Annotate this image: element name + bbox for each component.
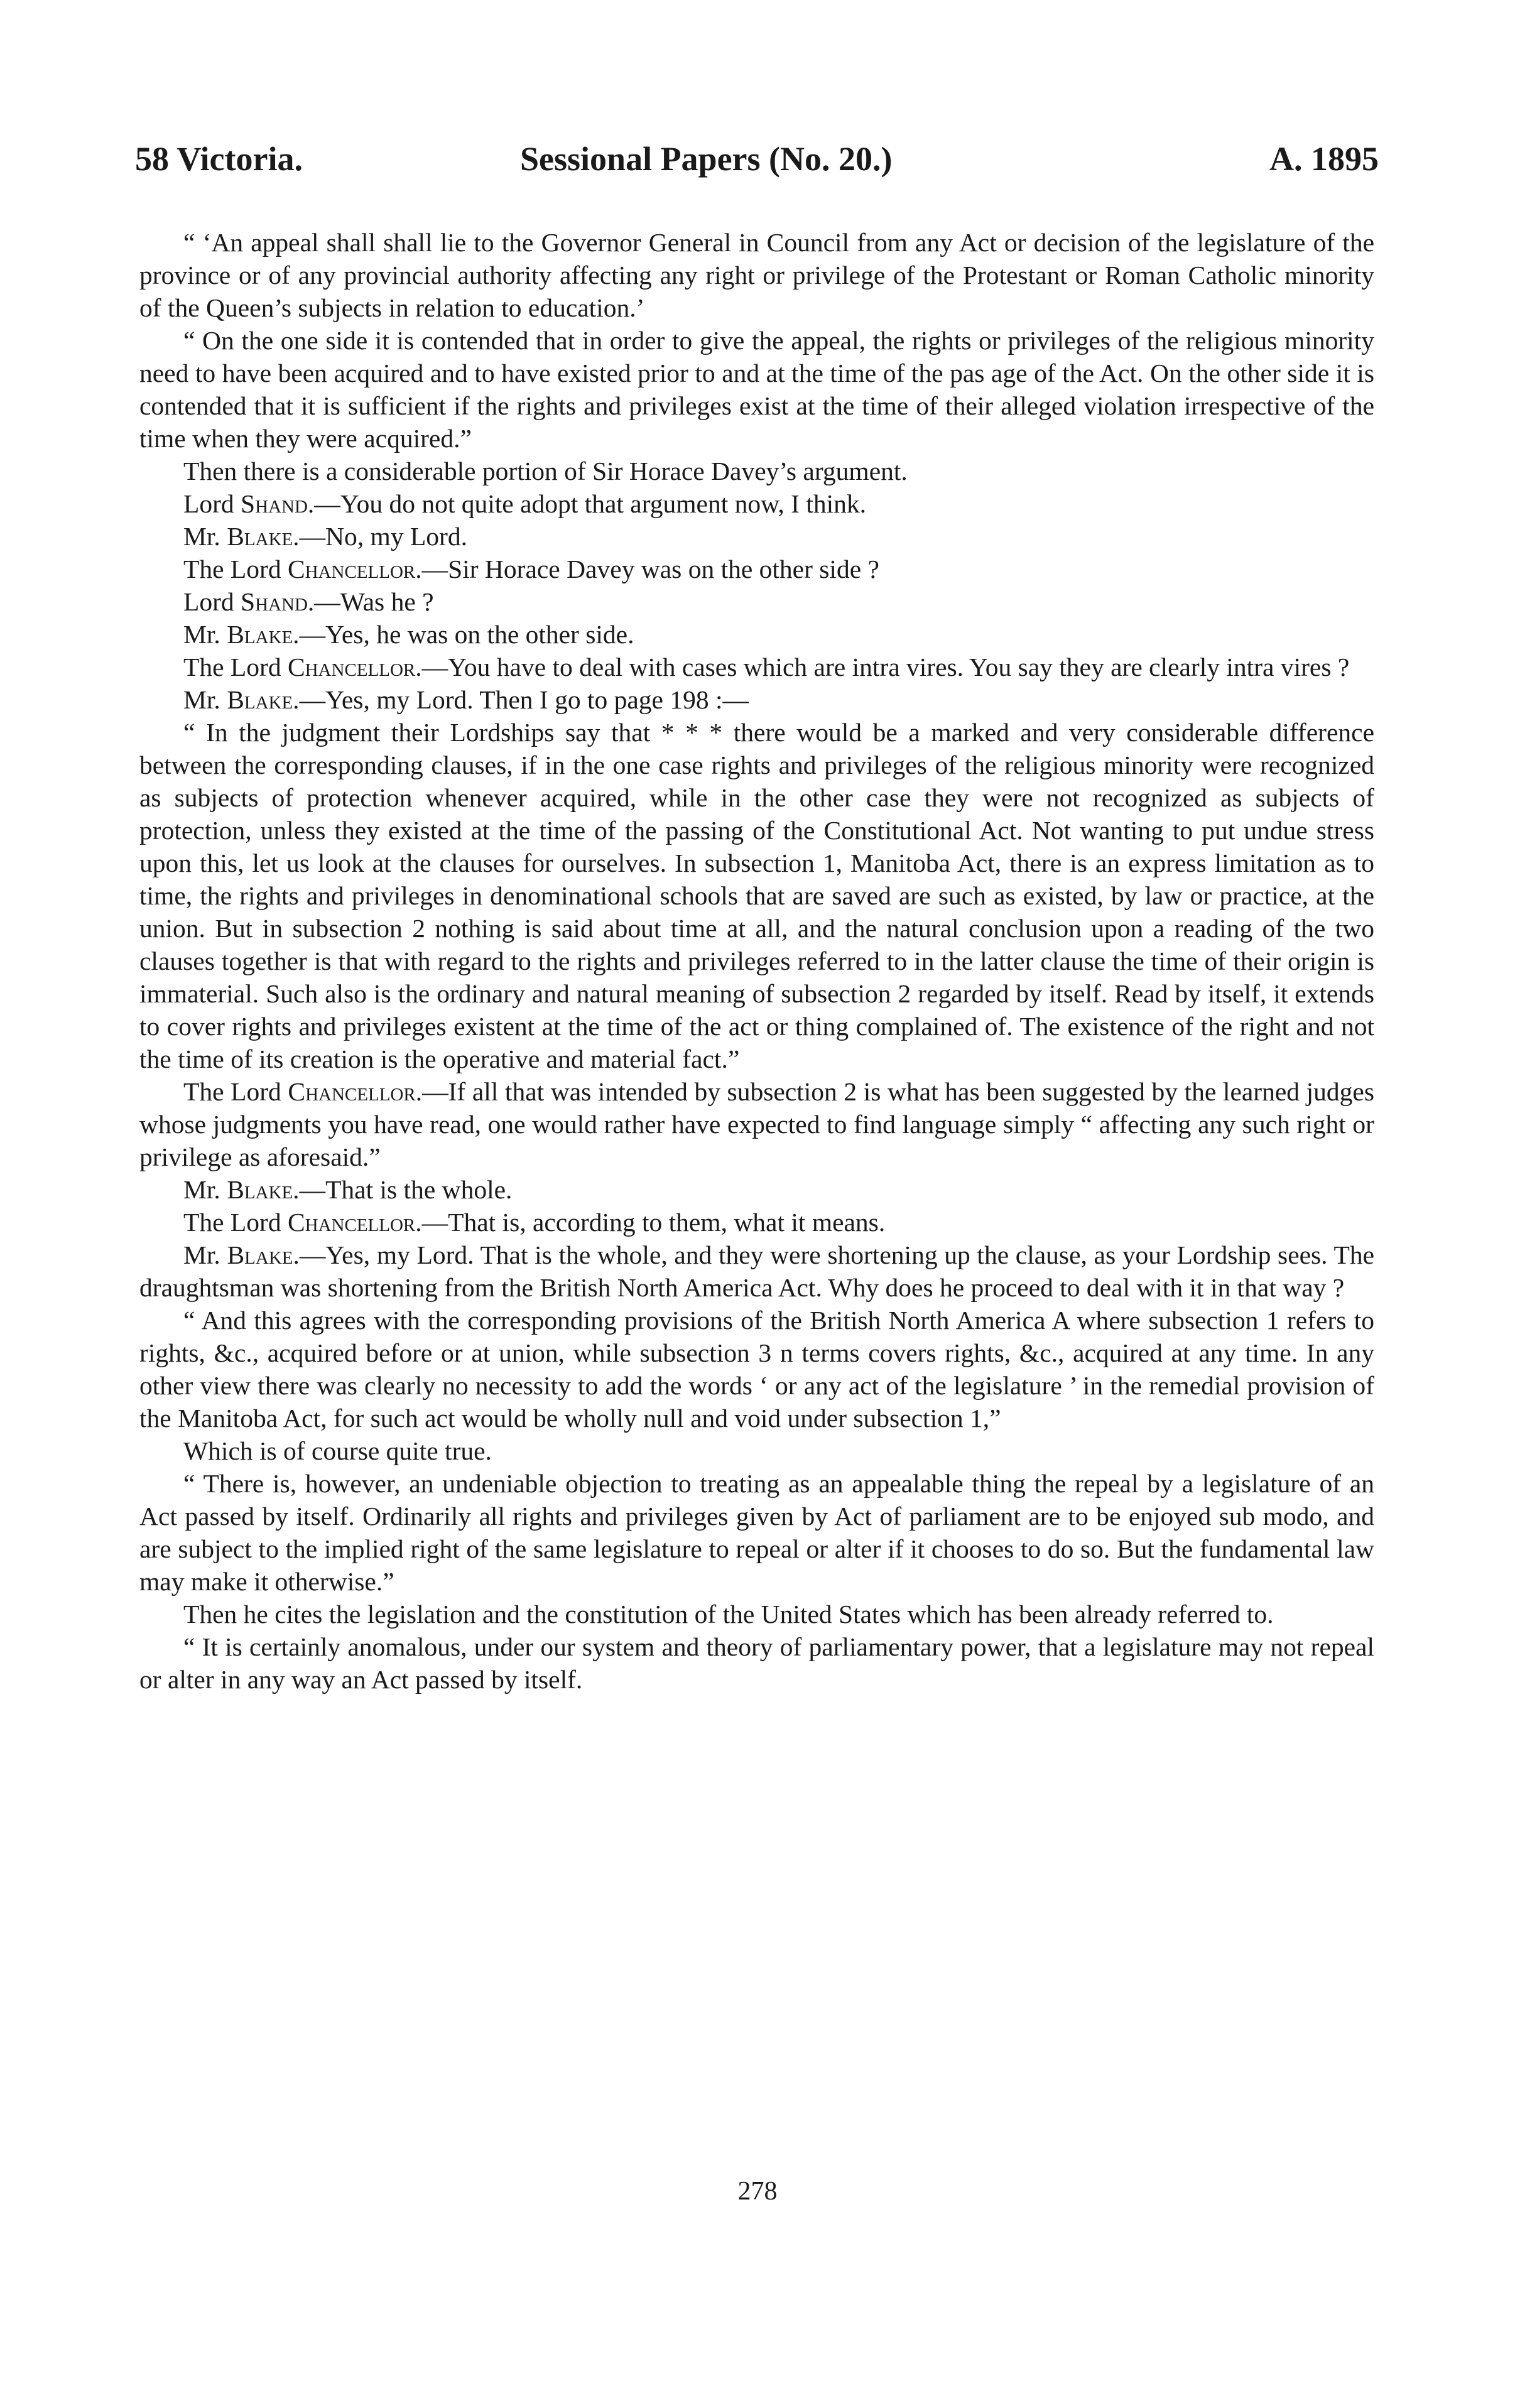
- paragraph: “ ‘An appeal shall shall lie to the Governor General in Council from any Act or decision of the legislature of the province or of any provincial authority affecting any right or privilege of the Protestant or Roman Catholic minority of the Queen’s subjects in relation to education.’: [139, 228, 1374, 322]
- dialogue-line: Mr. Blake.—Yes, my Lord. That is the whole, and they were shortening up the clause, as your Lordship sees. The draughtsman was shortening from the British North America Act. Why does he proceed to deal with it in that way ?: [139, 1240, 1374, 1302]
- header-title: Sessional Papers (No. 20.): [520, 140, 893, 178]
- paragraph: “ It is certainly anomalous, under our system and theory of parliamentary power, that a legislature may not repeal or alter in any way an Act passed by itself.: [139, 1632, 1374, 1694]
- dialogue-line: Mr. Blake.—No, my Lord.: [183, 522, 467, 551]
- dialogue-line: Lord Shand.—You do not quite adopt that argument now, I think.: [183, 489, 867, 518]
- speaker-name: Blake.: [227, 1240, 300, 1269]
- dialogue-line: The Lord Chancellor.—Sir Horace Davey was on the other side ?: [183, 555, 879, 583]
- paragraph: Then he cites the legislation and the constitution of the United States which has been already referred to.: [183, 1600, 1274, 1629]
- dialogue-line: Mr. Blake.—Yes, my Lord. Then I go to page 198 :—: [183, 685, 749, 714]
- paragraph: Then there is a considerable portion of Sir Horace Davey’s argument.: [183, 457, 908, 485]
- speaker-name: Blake.: [227, 522, 300, 551]
- speaker-name: Blake.: [227, 1175, 300, 1204]
- paragraph: “ On the one side it is contended that in order to give the appeal, the rights or privileges of the religious minority need to have been acquired and to have existed prior to and at the time of the pas age of the Act. On the other side it is contended that it is sufficient if the rights and privileges exist at the time of their alleged violation irrespective of the time when they were acquired.”: [139, 326, 1374, 453]
- page-header: [135, 139, 1379, 196]
- speaker-name: Chancellor.: [287, 653, 422, 681]
- paragraph: “ In the judgment their Lordships say that * * * there would be a marked and very considerable difference between the corresponding clauses, if in the one case rights and privileges of the religious minority were recognized as subjects of protection whenever acquired, while in the other case they were not recognized as subjects of protection, unless they existed at the time of the passing of the Constitutional Act. Not wanting to put undue stress upon this, let us look at the clauses for ourselves. In subsection 1, Manitoba Act, there is an express limitation as to time, the rights and privileges in denominational schools that are saved are such as existed, by law or practice, at the union. But in subsection 2 nothing is said about time at all, and the natural conclusion upon a reading of the two clauses together is that with regard to the rights and privileges referred to in the latter clause the time of their origin is immaterial. Such also is the ordinary and natural meaning of subsection 2 regarded by itself. Read by itself, it extends to cover rights and privileges existent at the time of the act or thing complained of. The existence of the right and not the time of its creation is the operative and material fact.”: [139, 718, 1374, 1073]
- speaker-name: Blake.: [227, 685, 300, 714]
- speaker-name: Blake.: [227, 620, 300, 649]
- paragraph: “ And this agrees with the corresponding provisions of the British North America A where subsection 1 refers to rights, &c., acquired before or at union, while subsection 3 n terms covers rights, &c., acquired at any time. In any other view there was clearly no necessity to add the words ‘ or any act of the legislature ’ in the remedial provision of the Manitoba Act, for such act would be wholly null and void under subsection 1,”: [139, 1306, 1374, 1433]
- speaker-name: Chancellor.: [287, 555, 422, 583]
- header-year: A. 1895: [1269, 140, 1379, 178]
- paragraph: Which is of course quite true.: [183, 1436, 492, 1465]
- speaker-name: Chancellor.: [287, 1208, 422, 1237]
- dialogue-line: The Lord Chancellor.—That is, according to them, what it means.: [183, 1208, 886, 1237]
- page-body: [139, 226, 1374, 1696]
- header-volume: 58 Victoria.: [135, 140, 303, 178]
- page-number: 278: [737, 2177, 778, 2206]
- dialogue-line: Lord Shand.—Was he ?: [183, 587, 434, 616]
- speaker-name: Shand.: [241, 587, 315, 616]
- dialogue-line: Mr. Blake.—Yes, he was on the other side.: [183, 620, 634, 649]
- dialogue-line: Mr. Blake.—That is the whole.: [183, 1175, 513, 1204]
- dialogue-line: The Lord Chancellor.—You have to deal with cases which are intra vires. You say they are clearly intra vires ?: [183, 653, 1350, 681]
- speaker-name: Chancellor.: [288, 1077, 423, 1106]
- dialogue-line: The Lord Chancellor.—If all that was intended by subsection 2 is what has been suggested by the learned judges whose judgments you have read, one would rather have expected to find language simply “ affecting any such right or privilege as aforesaid.”: [139, 1077, 1374, 1171]
- paragraph: “ There is, however, an undeniable objection to treating as an appealable thing the repeal by a legislature of an Act passed by itself. Ordinarily all rights and privileges given by Act of parliament are to be enjoyed sub modo, and are subject to the implied right of the same legislature to repeal or alter if it chooses to do so. But the fundamental law may make it otherwise.”: [139, 1469, 1374, 1596]
- speaker-name: Shand.: [241, 489, 315, 518]
